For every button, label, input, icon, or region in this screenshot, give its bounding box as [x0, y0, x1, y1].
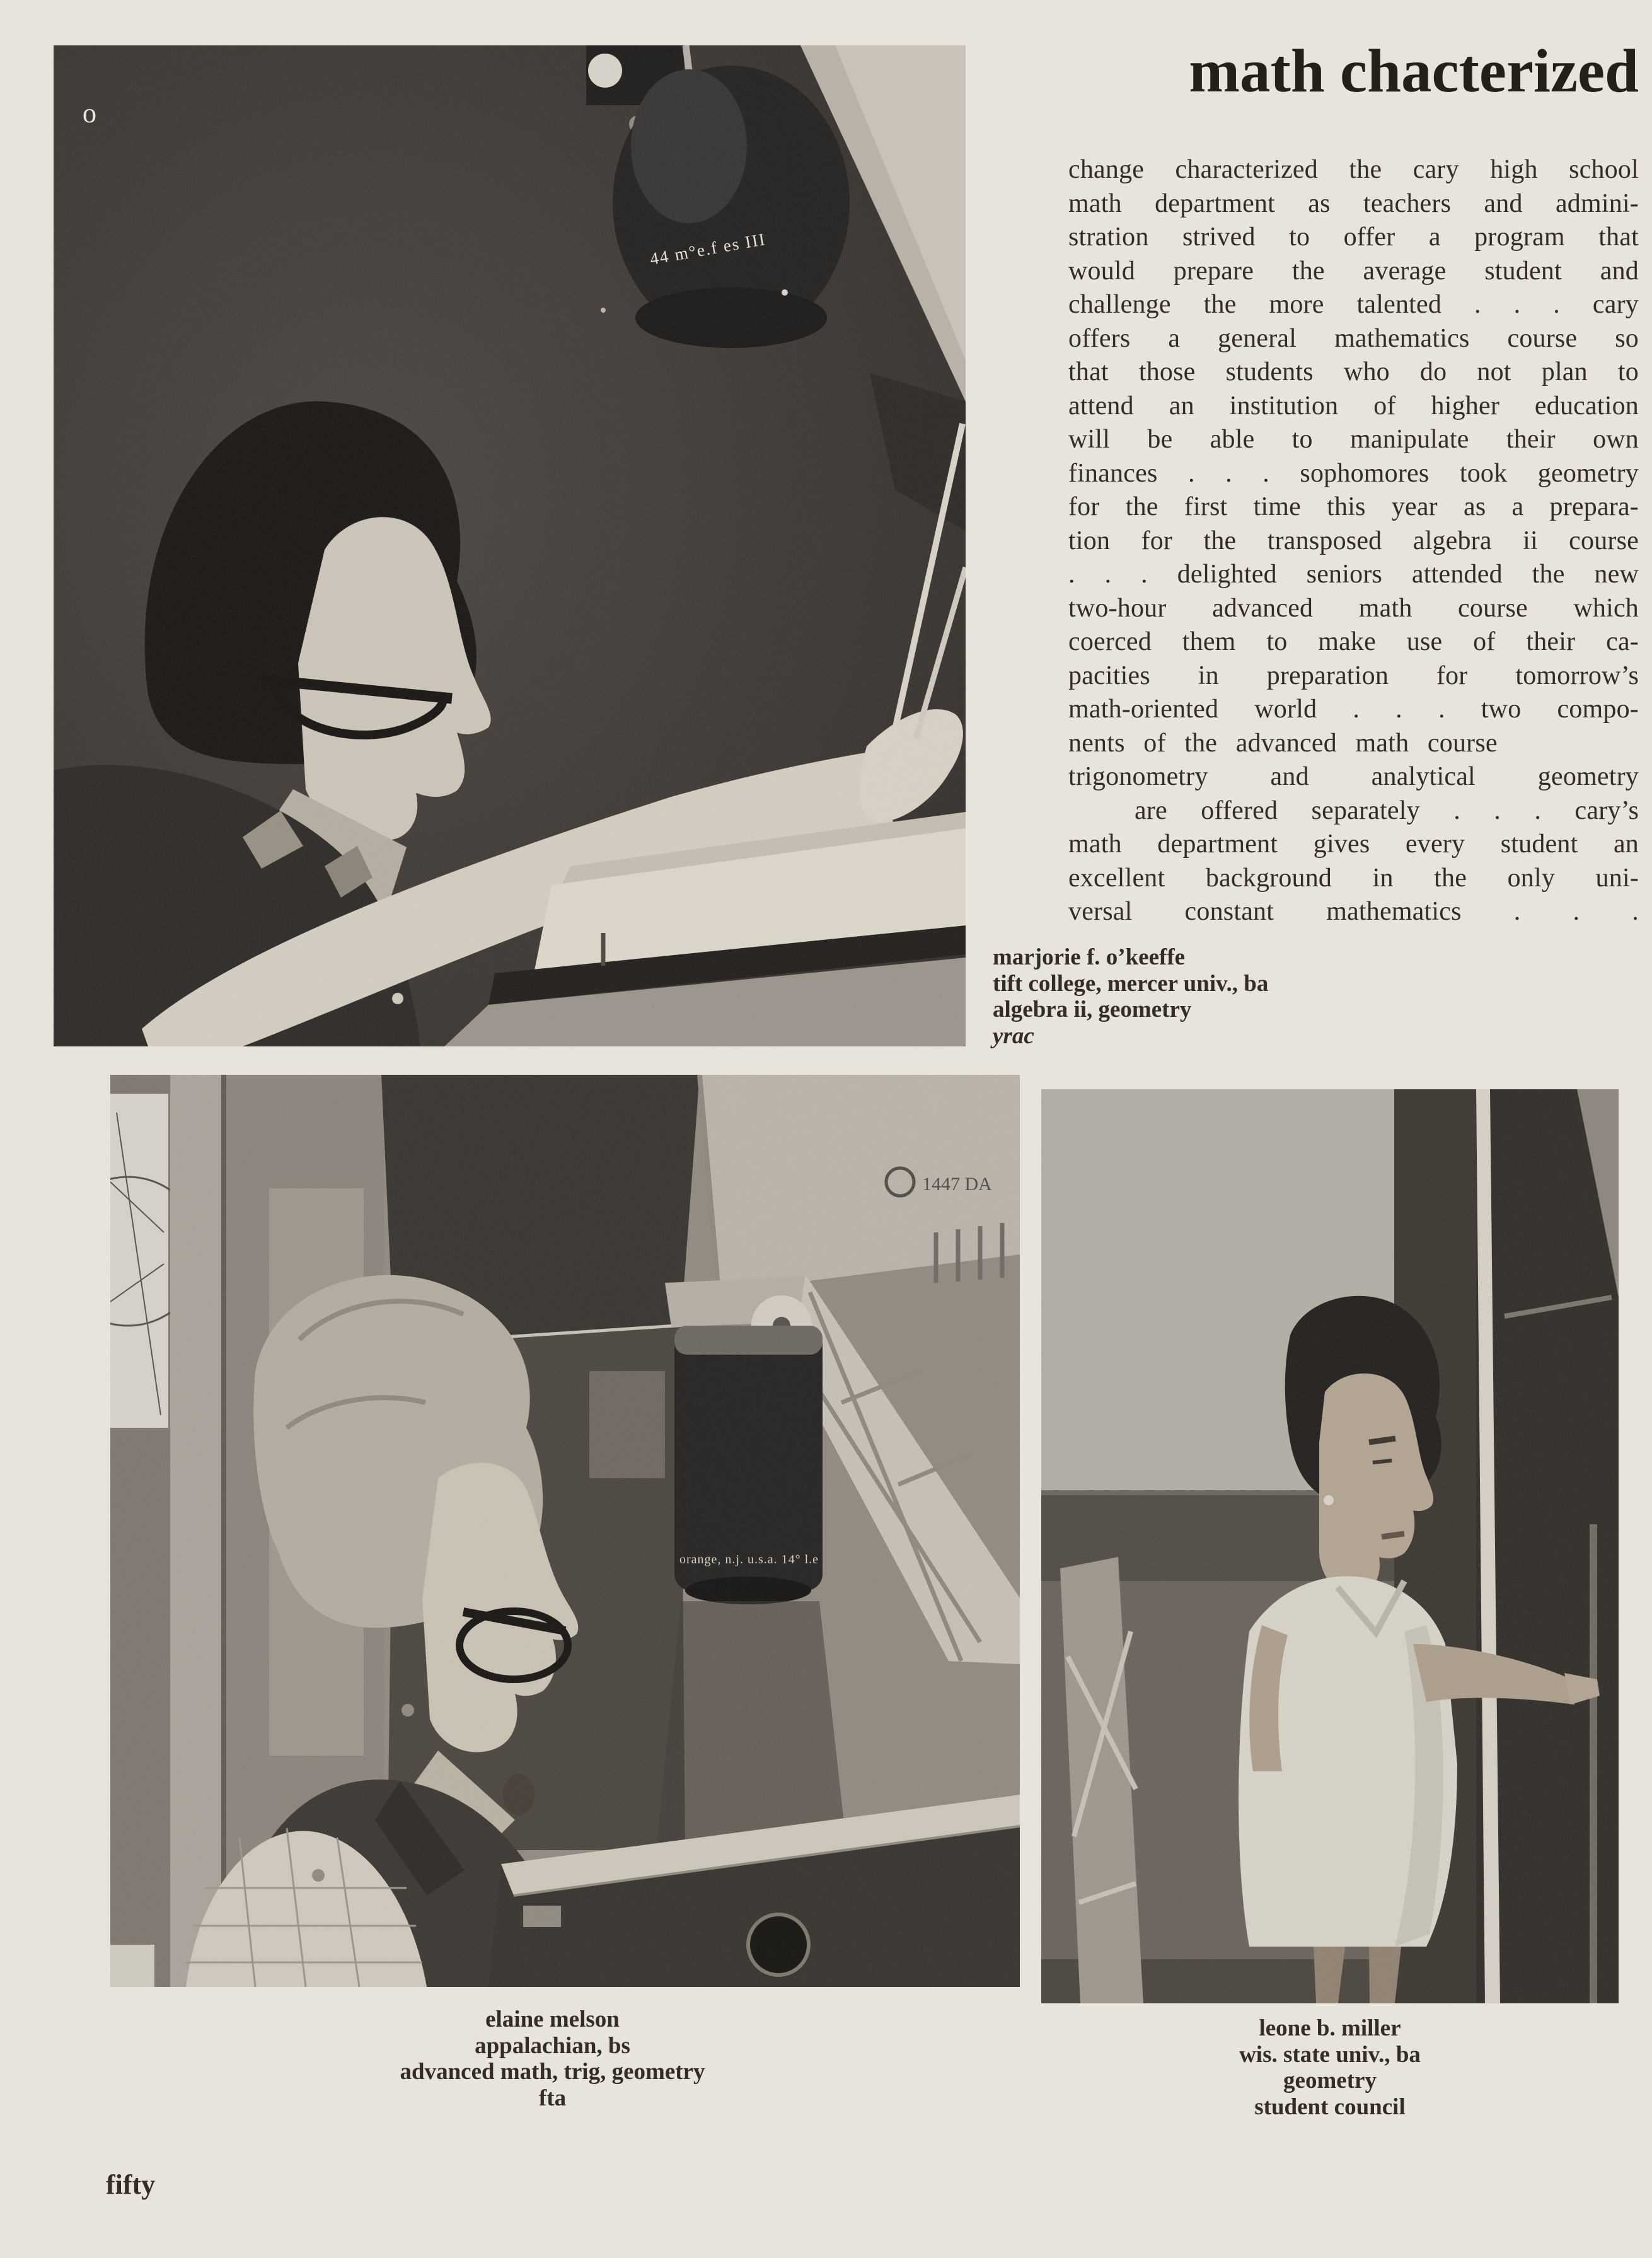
article-line: offers a general mathematics course so	[1068, 323, 1639, 353]
photo-corner-mark: o	[83, 98, 96, 129]
article-line: challenge the more talented . . . cary	[1068, 290, 1639, 319]
article-line: are offered separately . . . cary’s	[1135, 796, 1639, 825]
film-grain	[110, 1075, 1020, 1987]
caption-miller	[1041, 2015, 1619, 2120]
article-line: excellent background in the only uni-	[1068, 863, 1639, 893]
photo-melson-projector	[110, 1075, 1020, 1987]
article-line: trigonometry and analytical geometry	[1068, 762, 1639, 791]
article-line: versal constant mathematics . . .	[1068, 897, 1639, 926]
page-title: math chacterized	[1189, 37, 1639, 105]
photo-okeeffe-projector	[54, 45, 966, 1046]
film-grain	[54, 45, 966, 1046]
article-line: stration strived to offer a program that	[1068, 223, 1639, 252]
caption-club: student council	[1254, 2093, 1406, 2120]
caption-name: elaine melson	[485, 2006, 620, 2032]
caption-school: appalachian, bs	[475, 2032, 630, 2059]
article-text	[1068, 153, 1639, 929]
credit-club: yrac	[993, 1022, 1034, 1049]
caption-subjects: advanced math, trig, geometry	[400, 2059, 705, 2085]
credit-subjects: algebra ii, geometry	[993, 997, 1192, 1022]
film-grain	[1041, 1089, 1619, 2003]
article-line: two-hour advanced math course which	[1068, 593, 1639, 623]
article-line: math-oriented world . . . two compo-	[1068, 695, 1639, 724]
caption-name: leone b. miller	[1259, 2015, 1401, 2041]
article-line: . . . delighted seniors attended the new	[1068, 560, 1639, 589]
article-line: for the first time this year as a prepara-	[1068, 492, 1639, 521]
article-line: math department gives every student an	[1068, 830, 1639, 859]
caption-melson	[98, 2006, 1007, 2111]
credit-school: tift college, mercer univ., ba	[993, 970, 1269, 997]
photo-miller-chalkboard	[1041, 1089, 1619, 2003]
article-line: attend an institution of higher education	[1068, 391, 1639, 420]
photo-melson-illustration	[110, 1075, 1020, 1987]
photo-okeeffe-illustration	[54, 45, 966, 1046]
article-line: math department as teachers and admini-	[1068, 188, 1639, 218]
projector-box-label: 1447 DA	[922, 1174, 992, 1195]
article-line: would prepare the average student and	[1068, 256, 1639, 286]
article-line: tion for the transposed algebra ii course	[1068, 526, 1639, 555]
article-line: coerced them to make use of their ca-	[1068, 627, 1639, 656]
article-line: finances . . . sophomores took geometry	[1068, 458, 1639, 488]
article-line: nents of the advanced math course	[1068, 728, 1498, 758]
article-line: will be able to manipulate their own	[1068, 425, 1639, 454]
credit-name: marjorie f. o’keeffe	[993, 944, 1186, 970]
teacher-credit-okeeffe	[993, 944, 1268, 1049]
caption-school: wis. state univ., ba	[1239, 2041, 1421, 2068]
caption-club: fta	[538, 2085, 567, 2111]
article-line: that those students who do not plan to	[1068, 357, 1639, 386]
article-line: pacities in preparation for tomorrow’s	[1068, 661, 1639, 690]
caption-subjects: geometry	[1283, 2068, 1377, 2093]
projector-label-text: 44 m°e.f es III	[648, 229, 768, 269]
article-line: change characterized the cary high school	[1068, 155, 1639, 184]
projector-lens-label: orange, n.j. u.s.a. 14° l.e	[679, 1553, 819, 1566]
page-number: fifty	[106, 2169, 156, 2200]
photo-miller-illustration	[1041, 1089, 1619, 2003]
